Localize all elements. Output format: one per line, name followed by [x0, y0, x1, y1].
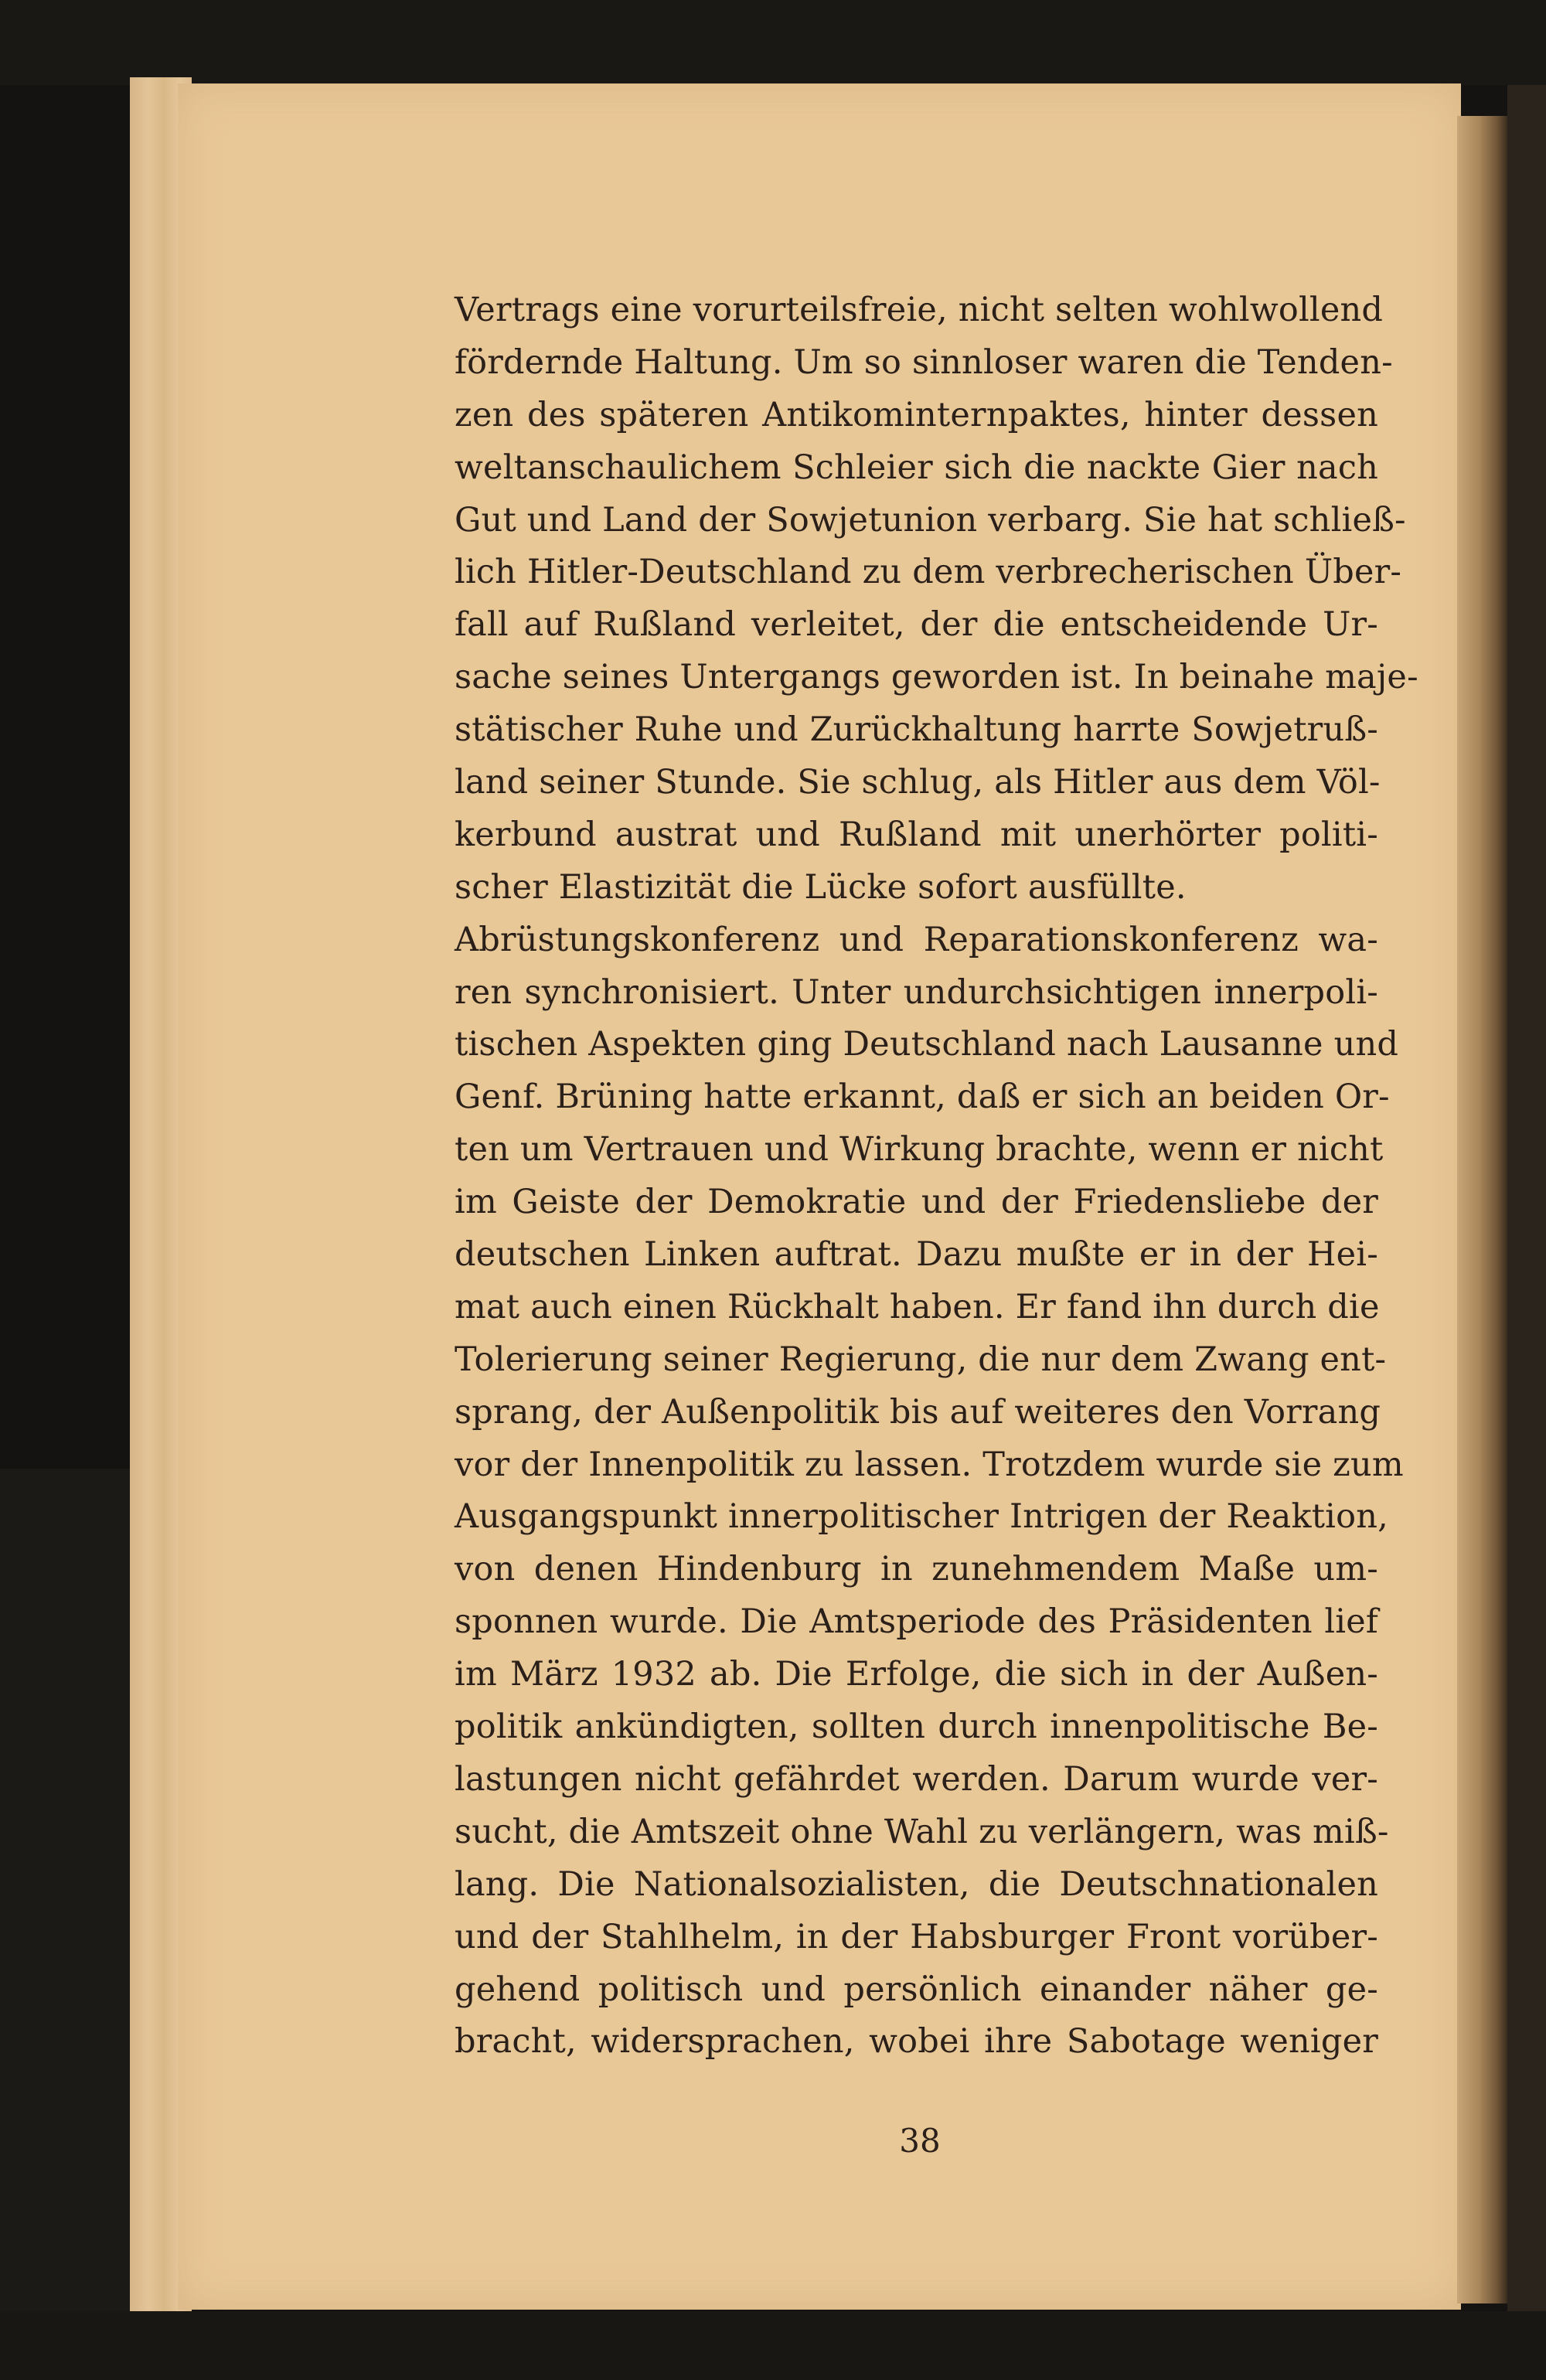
scan-background-bottom: [0, 2311, 1546, 2380]
text-line: mat auch einen Rückhalt haben. Er fand ihn durch die: [455, 1287, 1380, 1326]
body-text: [455, 284, 1418, 2068]
text-line: und der Stahlhelm, in der Habsburger Front vorüber-: [455, 1917, 1378, 1956]
text-line: sucht, die Amtszeit ohne Wahl zu verlängern, was miß-: [455, 1812, 1389, 1851]
text-line: fall auf Rußland verleitet, der die entscheidende Ur-: [455, 605, 1378, 645]
book-gutter: [1457, 116, 1507, 2303]
text-line: gehend politisch und persönlich einander näher ge-: [455, 1970, 1378, 2009]
text-line: tischen Aspekten ging Deutschland nach Lausanne und: [455, 1025, 1399, 1064]
text-line: ren synchronisiert. Unter undurchsichtigen innerpoli-: [455, 972, 1378, 1012]
text-line: im Geiste der Demokratie und der Friedensliebe der: [455, 1183, 1378, 1222]
text-line: deutschen Linken auftrat. Dazu mußte er in der Hei-: [455, 1235, 1378, 1275]
text-line: Ausgangspunkt innerpolitischer Intrigen der Reaktion,: [455, 1497, 1388, 1537]
text-line: Abrüstungskonferenz und Reparationskonferenz wa-: [455, 920, 1378, 959]
text-line: land seiner Stunde. Sie schlug, als Hitler aus dem Völ-: [455, 763, 1381, 802]
text-line: sprang, der Außenpolitik bis auf weiteres den Vorrang: [455, 1392, 1381, 1432]
text-line: bracht, widersprachen, wobei ihre Sabotage weniger: [455, 2022, 1378, 2062]
text-line: kerbund austrat und Rußland mit unerhörter politi-: [455, 815, 1378, 854]
text-line: politik ankündigten, sollten durch innenpolitische Be-: [455, 1708, 1378, 1747]
text-line: im März 1932 ab. Die Erfolge, die sich in der Außen-: [455, 1655, 1378, 1694]
text-line: scher Elastizität die Lücke sofort ausfüllte.: [455, 867, 1187, 907]
text-line: sponnen wurde. Die Amtsperiode des Präsidenten lief: [455, 1602, 1378, 1642]
page-number: 38: [899, 2122, 941, 2160]
text-line: lich Hitler-Deutschland zu dem verbrecherischen Über-: [455, 553, 1402, 592]
text-line: Vertrags eine vorurteilsfreie, nicht selten wohlwollend: [455, 291, 1384, 329]
scan-background-left: [0, 1469, 135, 2380]
text-line: von denen Hindenburg in zunehmendem Maße um-: [455, 1550, 1378, 1589]
book-cover-edge: [1507, 85, 1546, 2311]
text-line: weltanschaulichem Schleier sich die nackte Gier nach: [455, 448, 1378, 487]
text-line: Genf. Brüning hatte erkannt, daß er sich an beiden Or-: [455, 1078, 1390, 1117]
text-line: ten um Vertrauen und Wirkung brachte, wenn er nicht: [455, 1130, 1384, 1170]
text-line: lastungen nicht gefährdet werden. Darum wurde ver-: [455, 1759, 1378, 1799]
text-line: zen des späteren Antikominternpaktes, hinter dessen: [455, 395, 1378, 434]
text-line: Tolerierung seiner Regierung, die nur dem Zwang ent-: [455, 1340, 1387, 1379]
text-line: Gut und Land der Sowjetunion verbarg. Sie hat schließ-: [455, 500, 1406, 540]
text-line: lang. Die Nationalsozialisten, die Deutschnationalen: [455, 1864, 1378, 1904]
text-line: stätischer Ruhe und Zurückhaltung harrte Sowjetruß-: [455, 710, 1378, 750]
text-line: vor der Innenpolitik zu lassen. Trotzdem wurde sie zum: [455, 1445, 1404, 1484]
text-line: sache seines Untergangs geworden ist. In beinahe maje-: [455, 658, 1418, 697]
scan-background-top: [0, 0, 1546, 85]
text-line: fördernde Haltung. Um so sinnloser waren die Tenden-: [455, 342, 1393, 382]
